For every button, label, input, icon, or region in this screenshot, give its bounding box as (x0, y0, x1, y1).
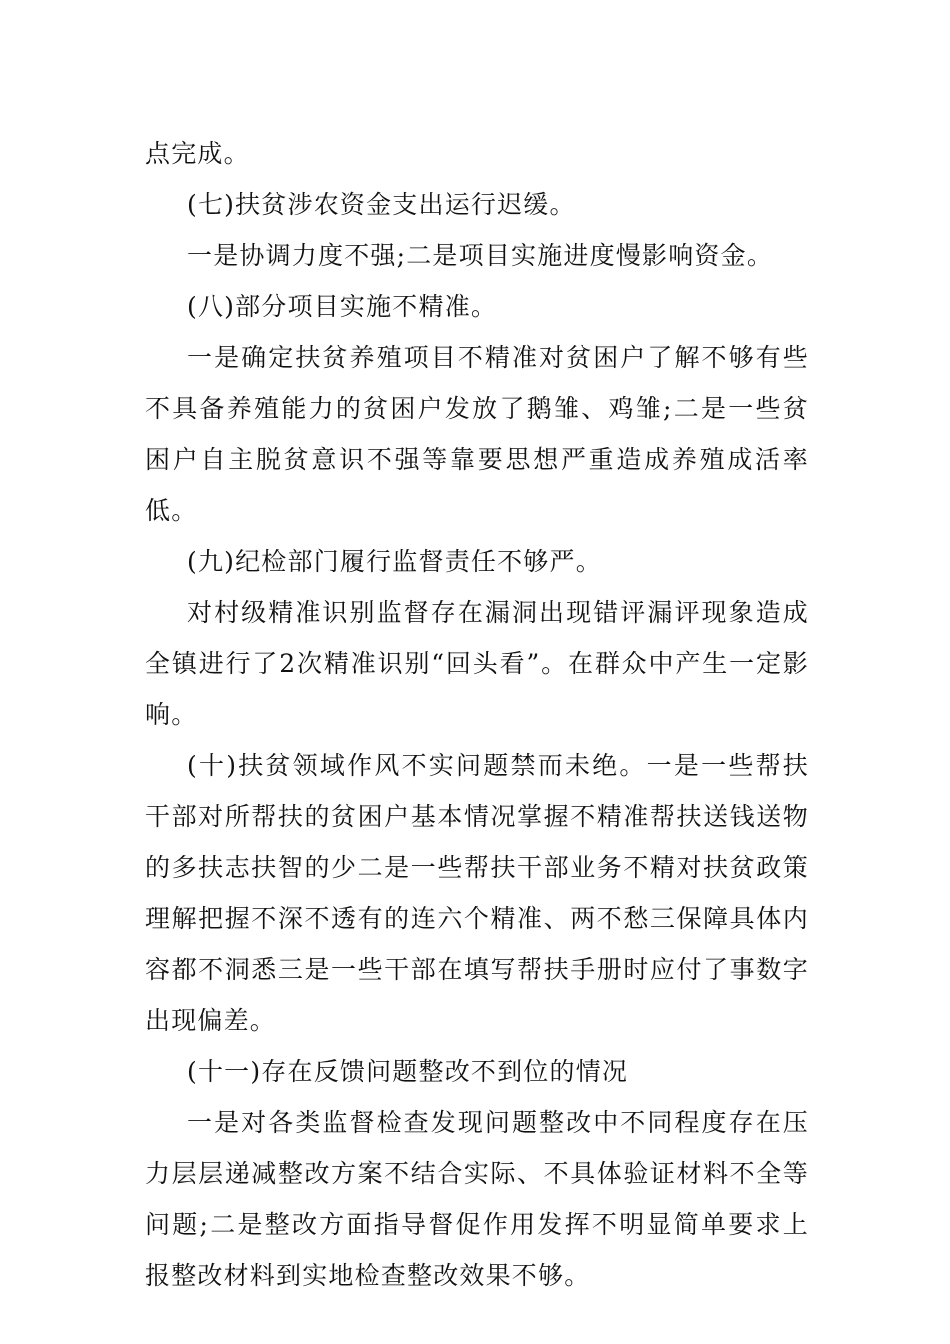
heading-eight: (八)部分项目实施不精准。 (187, 292, 498, 321)
paragraph-seven-body: 一是协调力度不强;二是项目实施进度慢影响资金。 (187, 241, 774, 270)
paragraph-eleven-body: 一是对各类监督检查发现问题整改中不同程度存在压力层层递减整改方案不结合实际、不具体验证材料不全等问题;二是整改方面指导督促作用发挥不明显简单要求上报整改材料到实地检查整改效果不够。 (145, 1108, 809, 1290)
paragraph-continuation: 点完成。 (145, 139, 250, 168)
paragraph-nine-body: 对村级精准识别监督存在漏洞出现错评漏评现象造成全镇进行了2次精准识别“回头看”。在群众中产生一定影响。 (145, 598, 809, 729)
heading-seven: (七)扶贫涉农资金支出运行迟缓。 (187, 190, 576, 219)
paragraph-eight-body: 一是确定扶贫养殖项目不精准对贫困户了解不够有些不具备养殖能力的贫困户发放了鹅雏、鸡雏;二是一些贫困户自主脱贫意识不强等靠要思想严重造成养殖成活率低。 (145, 343, 809, 525)
paragraph-ten: (十)扶贫领域作风不实问题禁而未绝。一是一些帮扶干部对所帮扶的贫困户基本情况掌握不精准帮扶送钱送物的多扶志扶智的少二是一些帮扶干部业务不精对扶贫政策理解把握不深不透有的连六个精准、两不愁三保障具体内容都不洞悉三是一些干部在填写帮扶手册时应付了事数字出现偏差。 (145, 751, 809, 1035)
heading-eleven: (十一)存在反馈问题整改不到位的情况 (187, 1057, 629, 1086)
document-page (145, 128, 809, 1301)
heading-nine: (九)纪检部门履行监督责任不够严。 (187, 547, 602, 576)
